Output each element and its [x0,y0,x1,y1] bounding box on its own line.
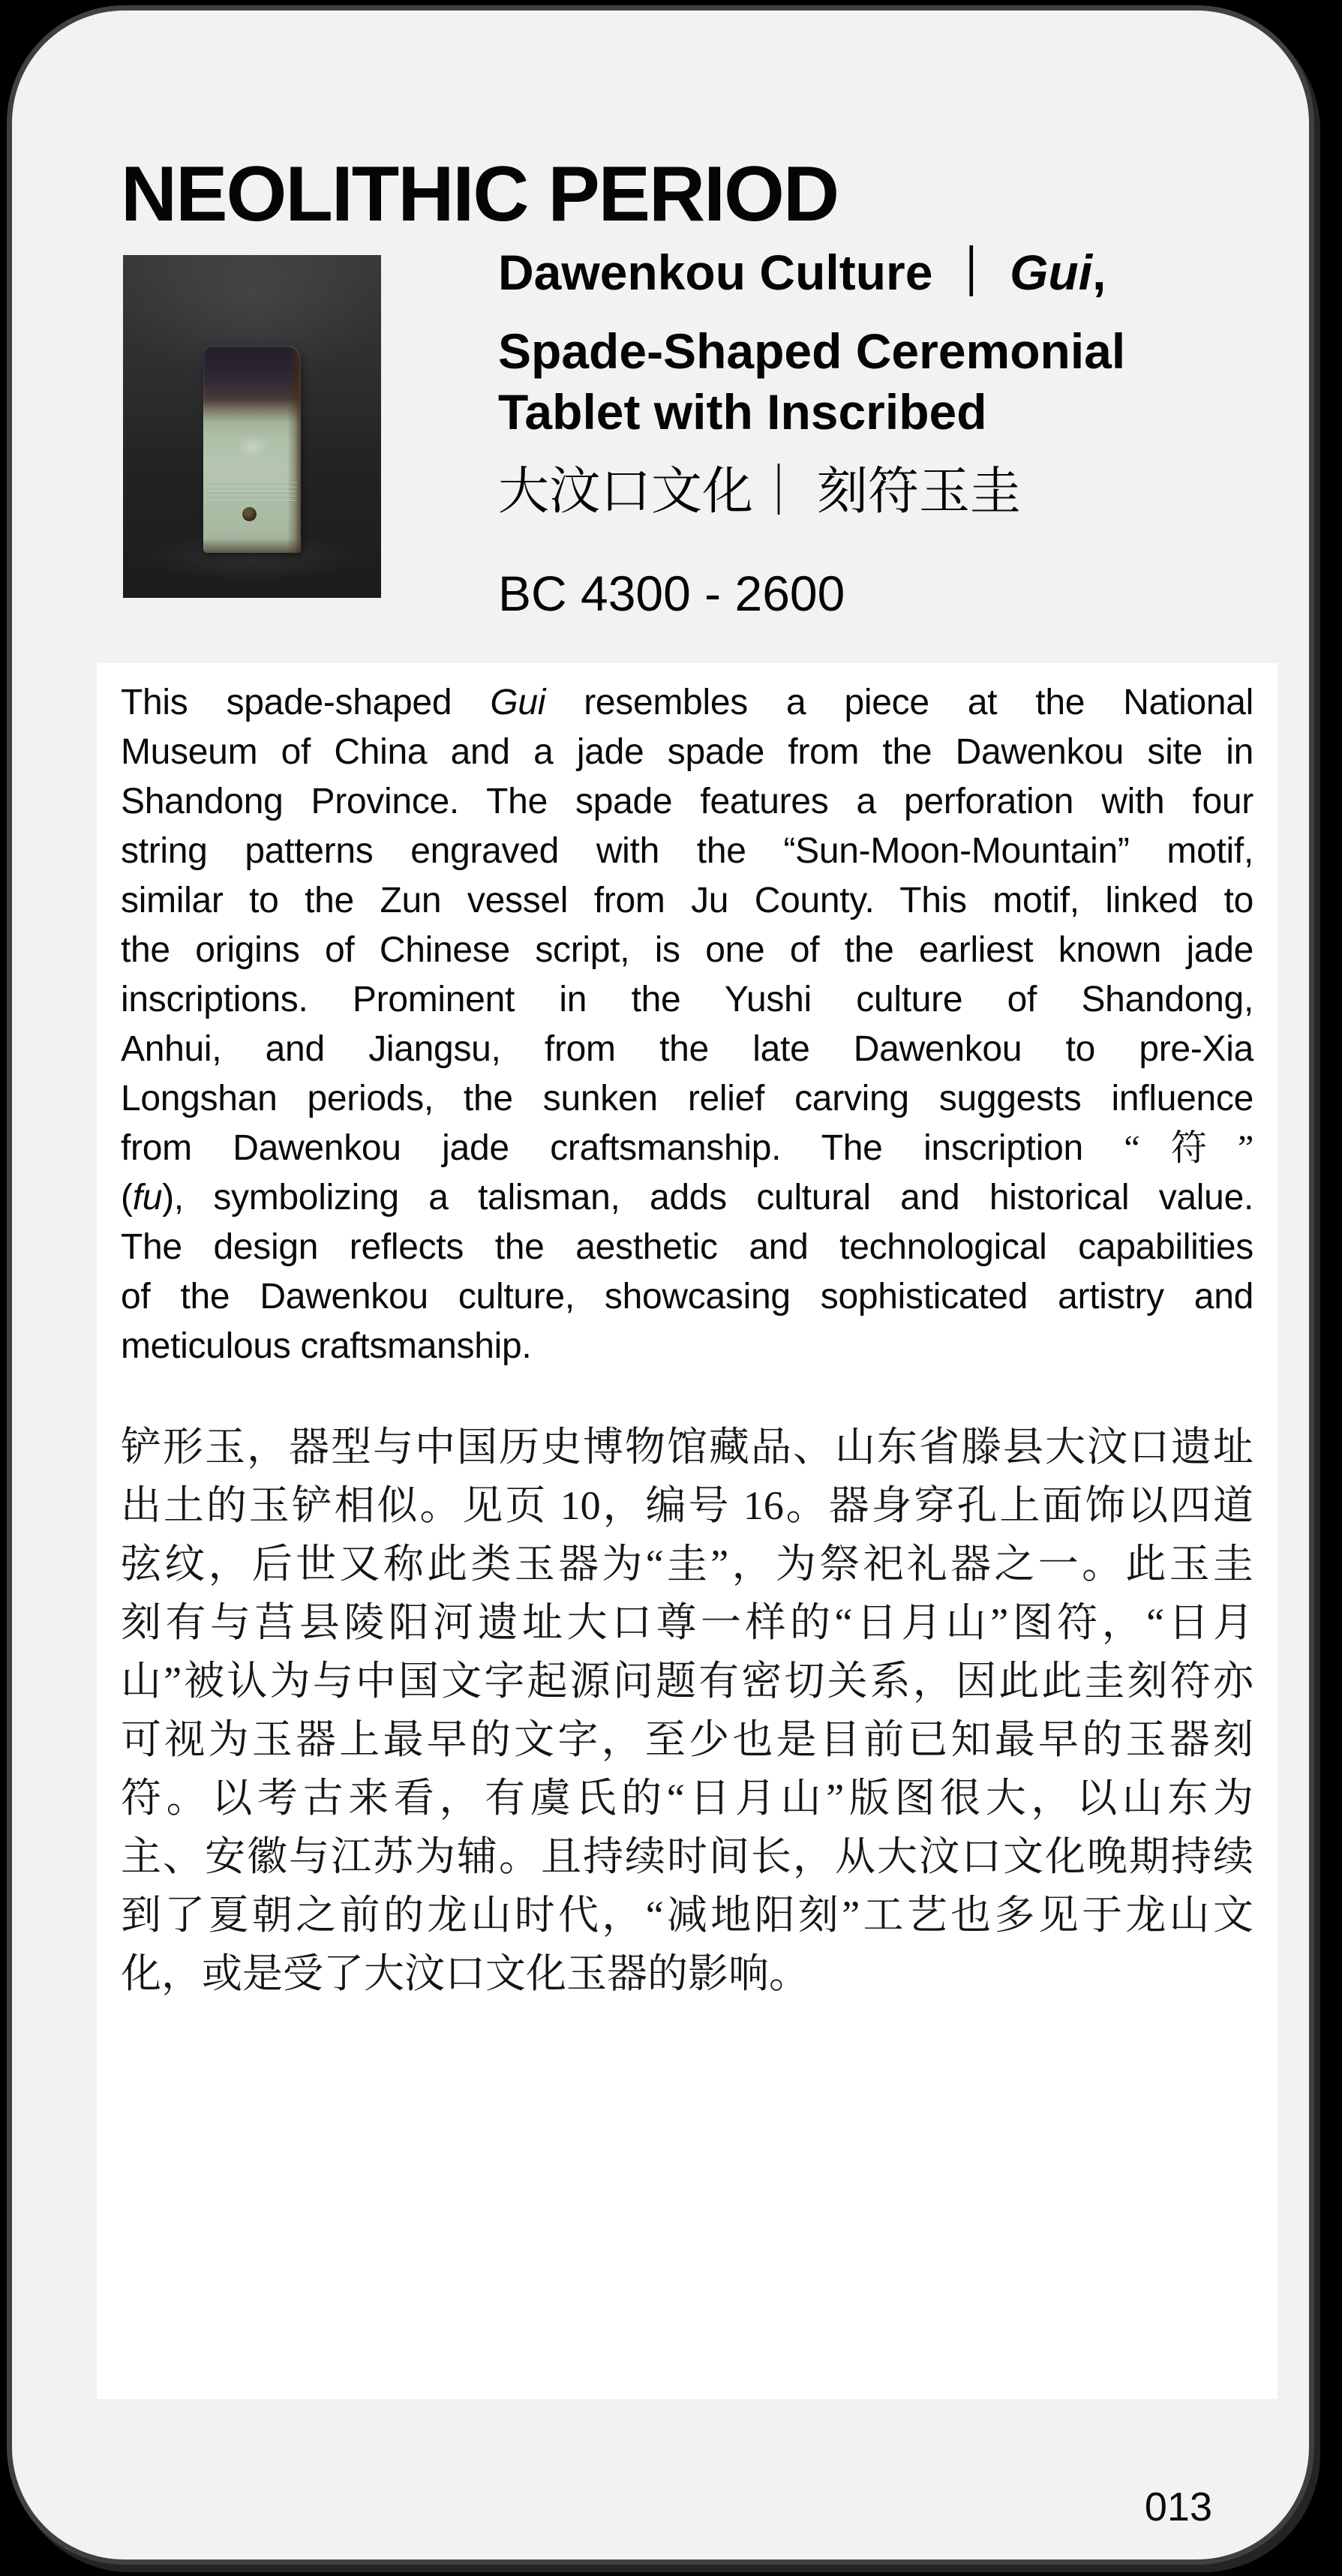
en-line-10-pre: from Dawenkou jade craftsmanship. The inscription [121,1128,1124,1168]
zh-line-4: 刻有与莒县陵阳河遗址大口尊一样的“日月山”图符，“日月 [121,1600,1253,1645]
artifact-title-chinese: 大汶口文化｜ 刻符玉圭 [498,463,1022,520]
zh-line-7: 符。以考古来看，有虞氏的“日月山”版图很大，以山东为 [121,1776,1253,1821]
artifact-title-line2: Spade-Shaped Ceremonial [498,323,1126,379]
en-line-6: the origins of Chinese script, is one of the earliest known jade [121,930,1253,970]
zh-line-8: 主、安徽与江苏为辅。且持续时间长，从大汶口文化晚期持续 [121,1834,1253,1879]
en-line-5: similar to the Zun vessel from Ju County. This motif, linked to [121,881,1253,920]
en-line-7: inscriptions. Prominent in the Yushi culture of Shandong, [121,980,1253,1019]
en-line-13: of the Dawenkou culture, showcasing sophisticated artistry and [121,1277,1253,1317]
page-title: NEOLITHIC PERIOD [121,151,839,238]
en-line-10-fu-glyph: “符” [1124,1128,1253,1168]
en-line-1 [121,678,1253,728]
zh-line-6: 可视为玉器上最早的文字，至少也是目前已知最早的玉器刻 [121,1717,1253,1762]
artifact-photo [123,255,381,598]
en-line-1-post: resembles a piece at the National [545,683,1253,722]
en-line-2: Museum of China and a jade spade from the Dawenkou site in [121,732,1253,772]
english-paragraph [121,678,1253,1371]
en-line-3: Shandong Province. The spade features a perforation with four [121,782,1253,821]
artifact-title-line1 [498,242,1271,303]
en-line-11-post: ), symbolizing a talisman, adds cultural and historical value. [162,1178,1253,1217]
engraved-motif-icon [230,432,275,461]
en-line-11-pre: ( [121,1178,133,1217]
en-line-1-pre: This spade-shaped [121,683,491,722]
artifact-date-range: BC 4300 - 2600 [498,566,845,621]
en-line-1-italic: Gui [490,683,546,722]
en-line-11 [121,1173,1253,1223]
perforation-hole-icon [242,507,257,521]
page-number: 013 [1144,2484,1212,2529]
en-line-4: string patterns engraved with the “Sun-Moon-Mountain” motif, [121,831,1253,871]
artifact-title-lines23 [498,321,1271,443]
en-line-11-italic: fu [132,1178,163,1217]
en-line-8: Anhui, and Jiangsu, from the late Dawenkou to pre-Xia [121,1029,1253,1069]
en-line-12: The design reflects the aesthetic and technological capabilities [121,1227,1253,1267]
en-line-10 [121,1124,1253,1173]
chinese-paragraph [121,1418,1253,2003]
en-line-9: Longshan periods, the sunken relief carving suggests influence [121,1079,1253,1118]
zh-line-3: 弦纹，后世又称此类玉器为“圭”，为祭祀礼器之一。此玉圭 [121,1542,1253,1587]
catalog-card [12,11,1309,2559]
description-text-block [97,663,1277,2399]
zh-line-9: 到了夏朝之前的龙山时代，“减地阳刻”工艺也多见于龙山文 [121,1893,1253,1938]
artifact-title-comma: , [1092,245,1106,300]
zh-line-1: 铲形玉，器型与中国历史博物馆藏品、山东省滕县大汶口遗址 [121,1425,1253,1470]
artifact-title-line3: Tablet with Inscribed [498,384,987,440]
zh-line-5: 山”被认为与中国文字起源问题有密切关系，因此此圭刻符亦 [121,1659,1253,1704]
en-line-14: meticulous craftsmanship. [121,1326,532,1366]
zh-line-2: 出土的玉铲相似。见页 10，编号 16。器身穿孔上面饰以四道 [121,1483,1253,1528]
artifact-title-culture: Dawenkou Culture ｜ [498,245,1010,300]
artifact-title-gui-italic: Gui [1010,245,1093,300]
zh-line-10: 化，或是受了大汶口文化玉器的影响。 [121,1951,809,1996]
jade-tablet-icon [203,345,301,553]
string-pattern-lines-icon [207,482,297,502]
